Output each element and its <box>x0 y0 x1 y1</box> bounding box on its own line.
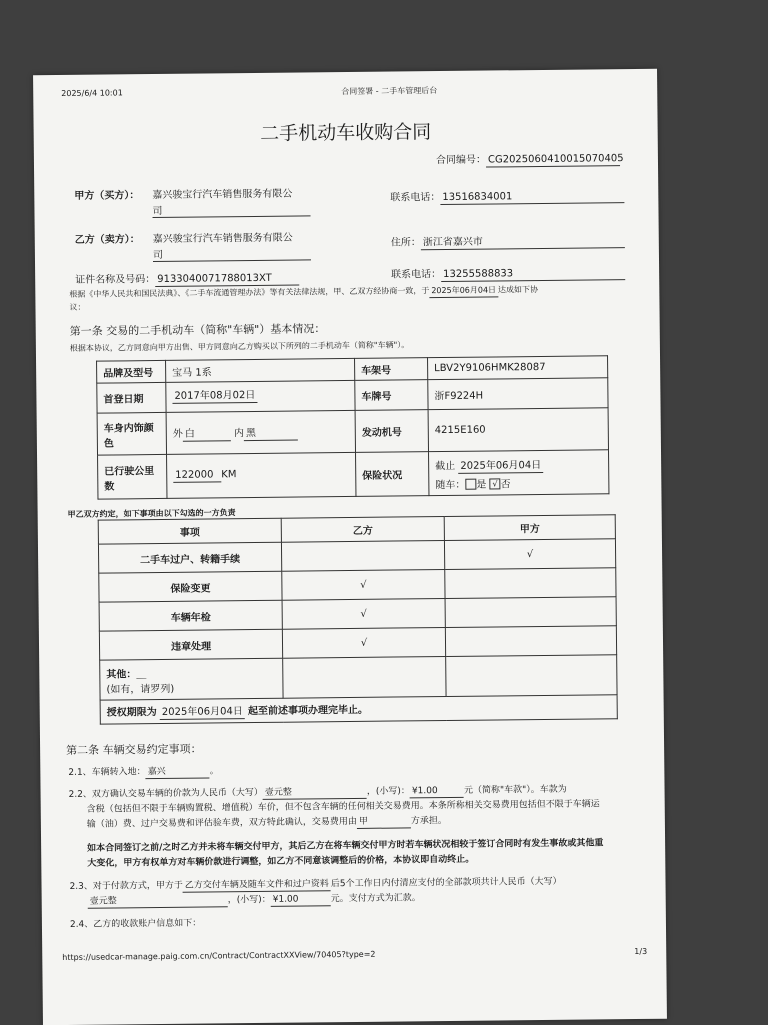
brand-label: 品牌及型号 <box>97 360 166 383</box>
duty-table <box>98 514 618 724</box>
duty-other-value: ＿ <box>136 668 147 680</box>
phone-label: 联系电话： <box>391 269 442 281</box>
id-row <box>75 269 299 288</box>
deadline-value: 2025年06月04日 <box>160 706 245 720</box>
mileage-value: 122000 <box>173 469 221 483</box>
clause-2-1 <box>68 763 218 780</box>
id-value: 9133040071788013XT <box>155 273 299 288</box>
clause-2-1-end: 。 <box>209 766 219 777</box>
party-a-phone: 13516834001 <box>440 190 624 205</box>
duty-intro: 甲乙双方约定，如下事项由以下勾选的一方负责 <box>67 508 236 519</box>
price-upper: 壹元整 <box>263 786 367 800</box>
duty-row-a <box>445 597 616 628</box>
mileage-label-2: 数 <box>104 480 115 493</box>
reg-date-label: 首登日期 <box>97 382 166 413</box>
reg-date-cell <box>166 380 355 412</box>
mileage-cell <box>167 452 356 498</box>
duty-row-a <box>445 626 616 657</box>
ins-until-label: 截止 <box>435 460 456 472</box>
deadline-label: 授权期限为 <box>106 707 157 719</box>
print-url: https://usedcar-manage.paig.com.cn/Contract/ContractXXView/70405?type=2 <box>62 949 376 963</box>
clause-2-2-prefix: 2.2、双方确认交易车辆的价款为人民币（大写） <box>68 787 263 800</box>
engine-value: 4215E160 <box>428 408 608 452</box>
plate-value: 浙F9224H <box>428 378 608 410</box>
reg-date-value: 2017年08月02日 <box>172 390 257 404</box>
intro-text: 根据《中华人民共和国民法典》、《二手车流通管理办法》等有关法律法规，甲、乙双方经协商一致，于 <box>69 286 430 299</box>
ins-yes-checkbox[interactable] <box>465 479 476 490</box>
outer-label: 外 <box>172 428 183 440</box>
outer-color: 白 <box>183 428 231 442</box>
duty-col-a: 甲方 <box>444 515 615 541</box>
duty-other-a <box>446 655 617 697</box>
duty-col-item: 事项 <box>98 518 281 544</box>
party-a-label: 甲方（买方）： <box>74 190 140 202</box>
contract-page <box>33 69 667 1025</box>
duty-row-b <box>281 541 444 572</box>
deadline-suffix: 起至前述事项办理完毕止。 <box>247 704 369 718</box>
clause-2-2-bold-1: 如本合同签订之前/之时乙方并未将车辆交付甲方，其后乙方在将车辆交付甲方时若车辆状况相较于签订合同时有发生事故或其他重 <box>87 838 604 854</box>
print-datetime: 2025/6/4 10:01 <box>61 88 123 98</box>
mileage-unit: KM <box>221 469 237 481</box>
duty-row-a <box>445 568 616 599</box>
contract-no-label: 合同编号： <box>435 154 487 167</box>
clause-2-3-suffix: 后5个工作日内付清应支付的全部款项共计人民币（大写） <box>330 876 562 890</box>
duty-row-item: 二手车过户、转籍手续 <box>98 542 281 573</box>
print-page-title: 合同签署 - 二手车管理后台 <box>341 86 438 97</box>
ins-no-label: 否 <box>500 478 511 490</box>
color-label-2: 色 <box>103 437 114 450</box>
duty-row-a: √ <box>444 539 615 570</box>
price-small-label: ，(小写)： <box>366 786 410 797</box>
phone-label: 联系电话： <box>390 192 441 204</box>
vin-label: 车架号 <box>355 358 428 381</box>
duty-row-item: 违章处理 <box>99 629 282 660</box>
total-small: ¥1.00 <box>271 893 331 907</box>
address: 浙江省嘉兴市 <box>421 235 625 250</box>
duty-row-item: 保险变更 <box>99 571 282 602</box>
clause-2-4: 2.4、乙方的收款账户信息如下： <box>69 918 202 930</box>
plate-label: 车牌号 <box>355 380 428 411</box>
id-label: 证件名称及号码： <box>75 274 156 286</box>
inner-label: 内 <box>233 428 245 440</box>
clause-2-2-line-2: 含税（包括但不限于车辆购置税、增值税）车价，但不包含车辆的任何相关交易费用。本条所称相关交易费用包括但不限于车辆运 <box>86 799 600 815</box>
insurance-cell <box>429 450 609 496</box>
clause-2-3-end: 元。支付方式为汇款。 <box>330 893 421 905</box>
clause-2-2-bold-2: 大变化，甲方有权单方对车辆价款进行调整，如乙方不同意该调整后的价格，本协议即自动终止。 <box>87 854 475 869</box>
color-label-1: 车身内饰颜 <box>103 422 154 435</box>
duty-row-b: √ <box>282 628 445 659</box>
address-label: 住所： <box>390 237 421 249</box>
duty-row-b: √ <box>282 599 445 630</box>
fee-payer: 甲 <box>357 815 411 829</box>
price-small: ¥1.00 <box>410 785 464 799</box>
party-a-name-2: 司 <box>152 200 310 218</box>
total-small-label: ，(小写)： <box>227 894 271 906</box>
engine-label: 发动机号 <box>355 410 428 453</box>
color-cell <box>166 410 355 454</box>
duty-col-b: 乙方 <box>281 517 444 543</box>
ins-until: 2025年06月04日 <box>458 459 543 473</box>
duty-other-cell <box>100 658 283 700</box>
mileage-label <box>98 454 167 499</box>
ins-with-label: 随车： <box>435 479 466 491</box>
clause-2-3-line-2 <box>88 890 421 908</box>
mileage-label-1: 已行驶公里 <box>104 465 155 478</box>
article-1-title: 第一条 交易的二手机动车（简称"车辆"）基本情况： <box>69 322 326 338</box>
insurance-label: 保险状况 <box>356 452 429 497</box>
color-label <box>97 412 166 455</box>
doc-title: 二手机动车收购合同 <box>260 121 432 145</box>
party-b-label: 乙方（卖方）： <box>74 234 140 246</box>
party-b-name-2: 司 <box>153 244 311 262</box>
clause-2-1-value: 嘉兴 <box>146 765 210 779</box>
duty-row-b: √ <box>282 570 445 601</box>
vehicle-info-table <box>96 355 609 499</box>
intro-line-2: 议： <box>69 302 86 312</box>
party-a-name-1: 嘉兴骏宝行汽车销售服务有限公 <box>152 188 293 202</box>
duty-deadline-row <box>100 695 617 724</box>
clause-2-2-line-3-suffix: 方承担。 <box>410 816 447 827</box>
contract-no-row <box>435 149 624 168</box>
duty-other-b <box>283 657 446 699</box>
party-b-phone: 13255588833 <box>441 267 625 282</box>
intro-date: 2025年06月04日 <box>429 284 498 298</box>
duty-other-label: 其他： <box>106 668 137 681</box>
print-page-number: 1/3 <box>634 946 648 957</box>
duty-row-item: 车辆年检 <box>99 600 282 631</box>
party-b-name-1: 嘉兴骏宝行汽车销售服务有限公 <box>152 232 293 246</box>
clause-2-2-line-3-prefix: 输（油）费、过户交易费和评估验车费，双方特此确认，交易费用由 <box>86 816 357 830</box>
vin-value: LBV2Y9106HMK28087 <box>428 356 608 380</box>
payment-condition: 乙方交付车辆及随车文件和过户资料 <box>183 878 331 893</box>
brand-value: 宝马 1系 <box>166 358 355 382</box>
total-upper: 壹元整 <box>88 894 228 908</box>
clause-2-2-line-3 <box>87 813 447 832</box>
address-row <box>391 231 625 250</box>
clause-2-1-label: 2.1、车辆转入地： <box>68 767 146 778</box>
inner-color: 黑 <box>244 428 298 442</box>
clause-2-3-prefix: 2.3、对于付款方式，甲方于 <box>69 880 183 892</box>
intro-suffix: 达成如下协 <box>497 285 539 295</box>
clause-2-2-suffix: 元（简称"车款"）。车款为 <box>463 784 567 796</box>
ins-no-checkbox[interactable]: √ <box>489 478 500 489</box>
article-1-intro: 根据本协议，乙方同意向甲方出售、甲方同意向乙方购买以下所列的二手机动车（简称"车辆"）。 <box>69 340 410 353</box>
contract-no: CG2025060410015070405 <box>486 153 620 167</box>
article-2-title: 第二条 车辆交易约定事项： <box>66 742 202 757</box>
party-a-phone-row <box>390 186 624 205</box>
duty-other-note: (如有，请罗列) <box>106 683 175 696</box>
party-b-phone-row <box>391 263 625 282</box>
ins-yes-label: 是 <box>476 479 487 491</box>
